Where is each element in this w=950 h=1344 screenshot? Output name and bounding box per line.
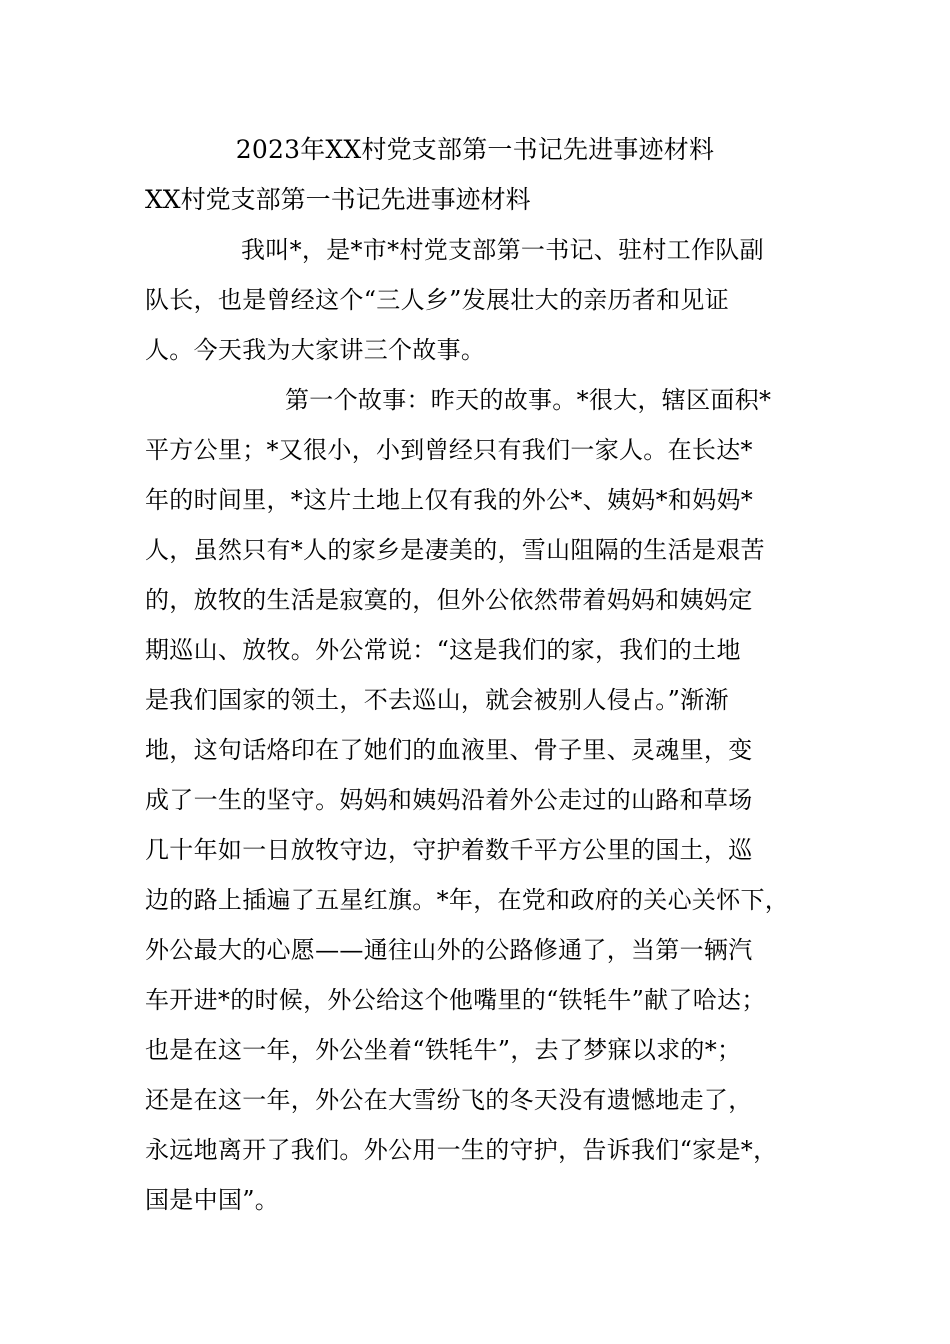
document-title: 2023年XX村党支部第一书记先进事迹材料 [235, 135, 715, 164]
paragraph-line: 成了一生的坚守。妈妈和姨妈沿着外公走过的山路和草场 [145, 786, 753, 814]
paragraph-line: 永远地离开了我们。外公用一生的守护，告诉我们“家是*， [145, 1136, 778, 1164]
paragraph-line: 边的路上插遍了五星红旗。*年，在党和政府的关心关怀下， [145, 886, 790, 914]
paragraph-line: 也是在这一年，外公坐着“铁牦牛”，去了梦寐以求的*； [145, 1036, 742, 1064]
paragraph-line: 人，虽然只有*人的家乡是凄美的，雪山阻隔的生活是艰苦 [145, 536, 765, 564]
paragraph-line: 几十年如一日放牧守边，守护着数千平方公里的国土，巡 [145, 836, 753, 864]
paragraph-line: 国是中国”。 [145, 1186, 280, 1214]
paragraph-line: 队长，也是曾经这个“三人乡”发展壮大的亲历者和见证 [145, 286, 730, 314]
document-subtitle: XX村党支部第一书记先进事迹材料 [145, 185, 531, 214]
paragraph-line: 期巡山、放牧。外公常说：“这是我们的家，我们的土地 [145, 636, 741, 664]
paragraph-line: 外公最大的心愿——通往山外的公路修通了，当第一辆汽 [145, 936, 753, 964]
paragraph-line: 是我们国家的领土，不去巡山，就会被别人侵占。”渐渐 [145, 686, 729, 714]
paragraph-line: 的，放牧的生活是寂寞的，但外公依然带着妈妈和姨妈定 [145, 586, 753, 614]
paragraph-line: 我叫*，是*市*村党支部第一书记、驻村工作队副 [241, 236, 764, 264]
paragraph-line: 第一个故事：昨天的故事。*很大，辖区面积* [285, 386, 772, 414]
paragraph-line: 年的时间里，*这片土地上仅有我的外公*、姨妈*和妈妈* [145, 486, 754, 514]
paragraph-line: 还是在这一年，外公在大雪纷飞的冬天没有遗憾地走了， [145, 1086, 753, 1114]
paragraph-line: 人。今天我为大家讲三个故事。 [145, 336, 486, 364]
paragraph-line: 车开进*的时候，外公给这个他嘴里的“铁牦牛”献了哈达； [145, 986, 766, 1014]
paragraph-line: 地，这句话烙印在了她们的血液里、骨子里、灵魂里，变 [145, 736, 753, 764]
paragraph-line: 平方公里；*又很小，小到曾经只有我们一家人。在长达* [145, 436, 753, 464]
